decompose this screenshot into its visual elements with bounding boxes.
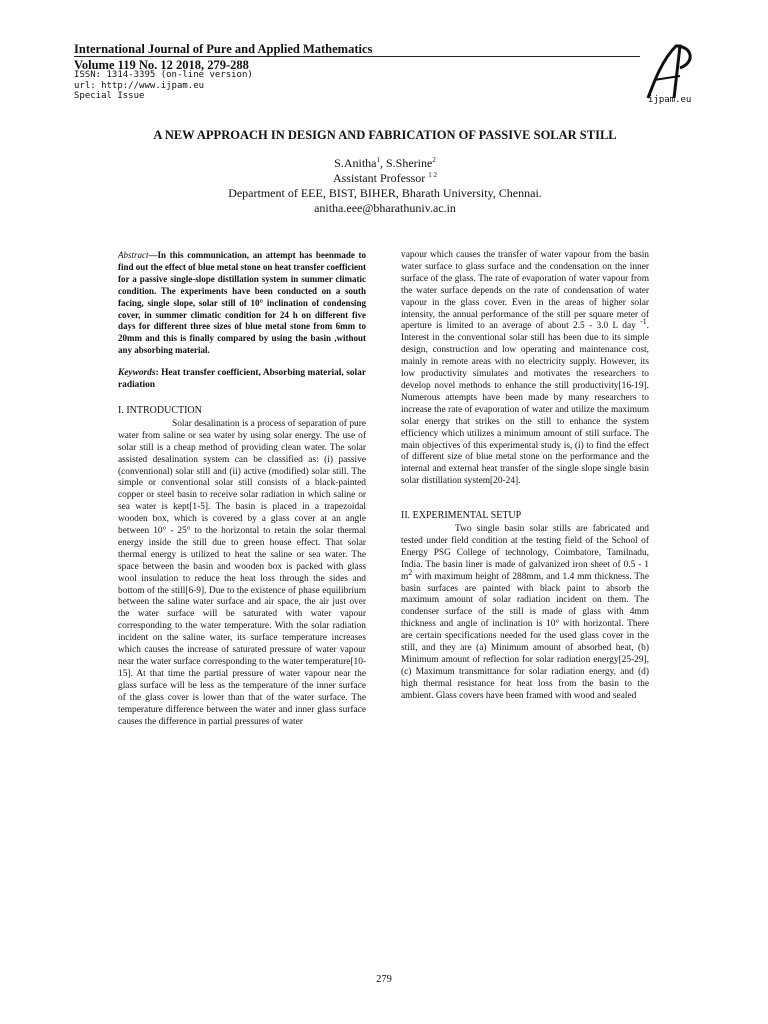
author-1: S.Anitha (334, 156, 377, 170)
experimental-setup-paragraph: Two single basin solar stills are fabricated and tested under field condition at the testing field of the School of Energy PSG College of technology, Coimbatore, Tamilnadu, India. The basin liner is made of galvanized iron sheet of 0.5 - 1 $m^2$ with maximum height of 288mm, and 1.4 mm thickness. The basin surfaces are painted with black paint to absorb the maximum amount of solar radiation incident on them. The condenser surface of the still is made of glass with 4mm thickness and angle of inclination is 10° with horizontal. There are certain specifications needed for the used glass cover in the still, and they are (a) Minimum amount of absorbed heat, (b) Minimum amount of reflection for solar radiation energy[25-29], (c) Maximum transmittance for solar radiation energy, and (d) high thermal resistance for heat loss from the basin to the ambient. Glass covers have been framed with wood and sealed (401, 524, 649, 701)
journal-name: International Journal of Pure and Applied Mathematics (74, 42, 373, 56)
paper-title: A NEW APPROACH IN DESIGN AND FABRICATION OF PASSIVE SOLAR STILL (153, 128, 617, 142)
keywords (118, 368, 366, 392)
author-2: , S.Sherine (380, 156, 433, 170)
special-issue-line: Special Issue (74, 91, 145, 101)
author-names (120, 156, 650, 171)
logo-caption: ijpam.eu (648, 95, 692, 105)
left-column (118, 250, 366, 728)
abstract-text: —In this communication, an attempt has beenmade to find out the effect of blue metal stone on heat transfer coefficient for a passive single-slope distillation system in summer climatic condition. The experiments have been conducted on a south facing, single slope, solar still of 10° inclination of condensing cover, in summer climatic condition for 24 h on different five days for different three sizes of blue metal stone from 6mm to 20mm and this is finally compared by using the basin ,without any absorbing material. (118, 250, 366, 356)
journal-meta (74, 70, 253, 102)
role-sup: 1 2 (428, 171, 438, 179)
journal-volume: Volume 119 No. 12 2018, 279-288 (74, 58, 249, 72)
abstract-label: Abstract (118, 250, 149, 260)
author-1-sup: 1 (376, 156, 380, 164)
author-affiliation: Department of EEE, BIST, BIHER, Bharath University, Chennai. (228, 186, 542, 200)
right-column (401, 250, 649, 703)
author-2-sup: 2 (432, 156, 436, 164)
page-number: 279 (376, 974, 392, 985)
introduction-paragraph-continued: vapour which causes the transfer of water vapour from the basin water surface to glass surface and the condensation on the inner surface of the glass. The rate of evaporation of water vapour from the water surface depends on the rate of condensation of water vapour in the glass cover. Even in the areas of higher solar intensity, the annual performance of the still per square meter of aperture is limited to an average of about 2.5 - 3.0 L day $^{-1}$. Interest in the conventional solar still has been due to its simple design, construction and low operating and maintenance cost, mainly in remote areas with no electricity supply. However, its low productivity simulates and motivates the researchers to develop novel methods to enhance the still productivity[16-19]. Numerous attempts have been made by many researchers to increase the rate of evaporation of water and utilize the maximum solar energy that strikes on the still to enhance the system efficiency which utilizes a minimum amount of still surface. The main objectives of this experimental study is, (i) to find the effect of different size of blue metal stone on the performance and the internal and external heat transfer of the single slope single basin solar distillation system[20-24]. (401, 250, 649, 487)
introduction-paragraph: Solar desalination is a process of separation of pure water from saline or sea water by using solar energy. The use of solar still is a cheap method of providing clean water. The solar assisted desalination system can be classified as: (i) passive (conventional) solar still and (ii) active (modified) solar still. The simple or conventional solar still consists of a black-painted copper or steel basin to receive solar radiation in which saline or sea water is kept[1-5]. The basin is placed in a trapezoidal wooden box, which is covered by a glass cover at an angle between 10° - 25° to the horizontal to retain the solar thermal energy inside the still due to green house effect. That solar thermal energy is utilized to heat the saline or sea water. The space between the basin and wooden box is packed with glass wool insulation to reduce the heat loss through the sides and bottom of the still[6-9]. Due to the existence of phase equilibrium between the saline water surface and air space, the air just over the water surface will be saturated with water vapour corresponding to the water temperature. With the solar radiation incident on the saline water, its surface temperature increases which causes the increase of saturated pressure of water vapour near the water surface corresponding to the water temperature[10-15]. At that time the partial pressure of water vapour near the glass surface will be less as the temperature of the inner surface of the glass cover is lower than that of the water surface. The temperature difference between the water and inner glass surface causes the difference in partial pressures of water (118, 418, 366, 727)
area-superscript: 2 (408, 567, 413, 577)
keywords-text: : Heat transfer coefficient, Absorbing material, solar radiation (118, 368, 366, 391)
author-block (120, 156, 650, 216)
header-rule (74, 56, 640, 57)
author-email: anitha.eee@bharathuniv.ac.in (314, 201, 456, 215)
url-line: url: http://www.ijpam.eu (74, 80, 205, 91)
author-role: Assistant Professor $^{1 2}$ (332, 171, 438, 185)
keywords-label: Keywords (118, 368, 156, 379)
abstract (118, 250, 366, 357)
issn-line: ISSN: 1314-3395 (on-line version) (74, 70, 253, 80)
unit-superscript: -1 (640, 317, 647, 327)
journal-header (74, 42, 698, 72)
section-heading-introduction: I. INTRODUCTION (118, 404, 202, 416)
section-heading-experimental-setup: II. EXPERIMENTAL SETUP (401, 510, 522, 522)
